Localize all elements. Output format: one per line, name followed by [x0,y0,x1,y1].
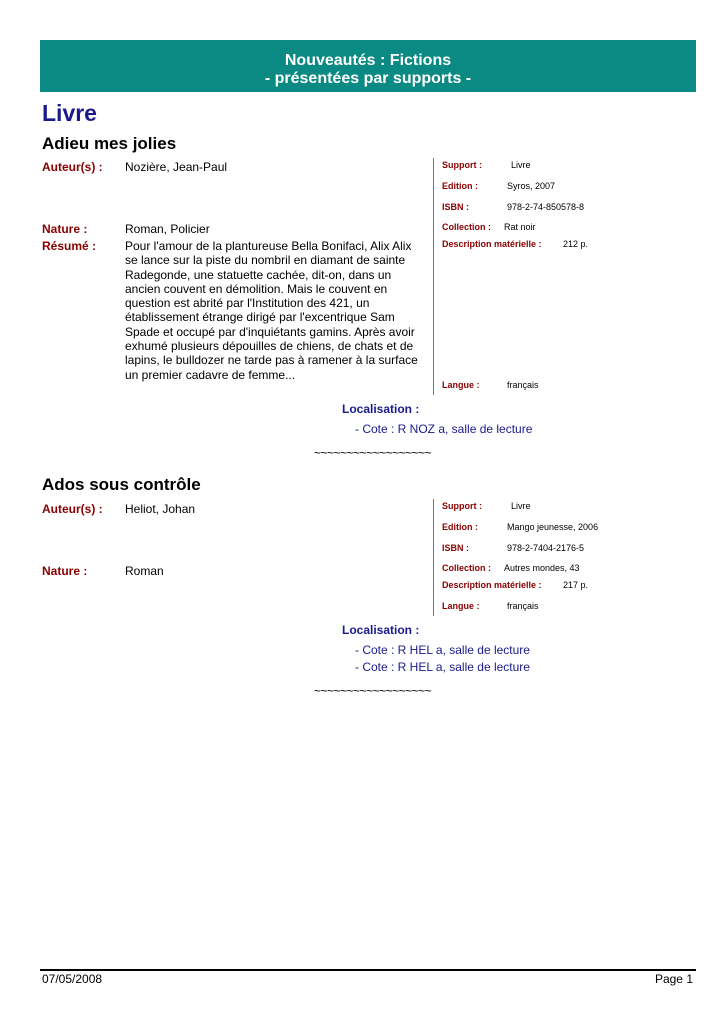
record-title: Ados sous contrôle [42,475,201,494]
nature-value: Roman, Policier [125,222,210,236]
support-label: Support : [442,501,482,511]
langue-label: Langue : [442,380,480,390]
collection-label: Collection : [442,563,491,573]
description-value: 212 p. [563,239,589,249]
collection-label: Collection : [442,222,491,232]
edition-label: Edition : [442,181,478,191]
resume-text: Pour l'amour de la plantureuse Bella Bonifaci, Alix Alix se lance sur la piste du nombril en diamant de sainte Radegonde, une statuette cachée, dit-on, dans un ancien couvent en démolition. Mais le couvent en question est abrité par l'Institution des 421, un établissement étrange dirigé par l'excentrique Sam Spade et occupé par d'inquiétants gamins. Après avoir exhumé plusieurs dépouilles de chiens, de chats et de lapins, le bulldozer ne tarde pas à ramener à la surface un premier cadavre de femme... [125,239,418,382]
resume-label: Résumé : [42,239,97,253]
column-divider [433,499,434,616]
description-label: Description matérielle : [442,580,542,590]
author-value: Heliot, Johan [125,502,196,516]
column-divider [433,158,434,395]
header-subtitle: - présentées par supports - [264,70,472,87]
edition-value: Syros, 2007 [507,181,556,191]
author-label: Auteur(s) : [42,502,103,516]
cote-line: - Cote : R NOZ a, salle de lecture [355,422,533,436]
collection-value: Rat noir [504,222,536,232]
footer-rule [40,969,696,971]
langue-value: français [507,601,539,611]
localisation-label: Localisation : [342,402,420,416]
support-label: Support : [442,160,482,170]
edition-label: Edition : [442,522,478,532]
cote-line: - Cote : R HEL a, salle de lecture [355,643,530,657]
nature-label: Nature : [42,564,88,578]
support-value: Livre [511,501,531,511]
nature-label: Nature : [42,222,88,236]
isbn-label: ISBN : [442,543,469,553]
description-label: Description matérielle : [442,239,542,249]
author-value: Nozière, Jean-Paul [125,160,228,174]
isbn-value: 978-2-74-850578-8 [507,202,585,212]
record-separator: ~~~~~~~~~~~~~~~~~~ [314,684,432,698]
isbn-value: 978-2-7404-2176-5 [507,543,585,553]
edition-value: Mango jeunesse, 2006 [507,522,599,532]
header-banner [40,40,696,92]
langue-label: Langue : [442,601,480,611]
collection-value: Autres mondes, 43 [504,563,580,573]
record-separator: ~~~~~~~~~~~~~~~~~~ [314,446,432,460]
header-title: Nouveautés : Fictions [284,52,452,69]
support-value: Livre [511,160,531,170]
langue-value: français [507,380,539,390]
section-title: Livre [42,100,97,126]
footer-date: 07/05/2008 [42,972,103,986]
localisation-label: Localisation : [342,623,420,637]
cote-line: - Cote : R HEL a, salle de lecture [355,660,530,674]
isbn-label: ISBN : [442,202,469,212]
footer-page-number: Page 1 [654,972,693,986]
description-value: 217 p. [563,580,589,590]
record-title: Adieu mes jolies [42,134,177,153]
author-label: Auteur(s) : [42,160,103,174]
nature-value: Roman [125,564,164,578]
